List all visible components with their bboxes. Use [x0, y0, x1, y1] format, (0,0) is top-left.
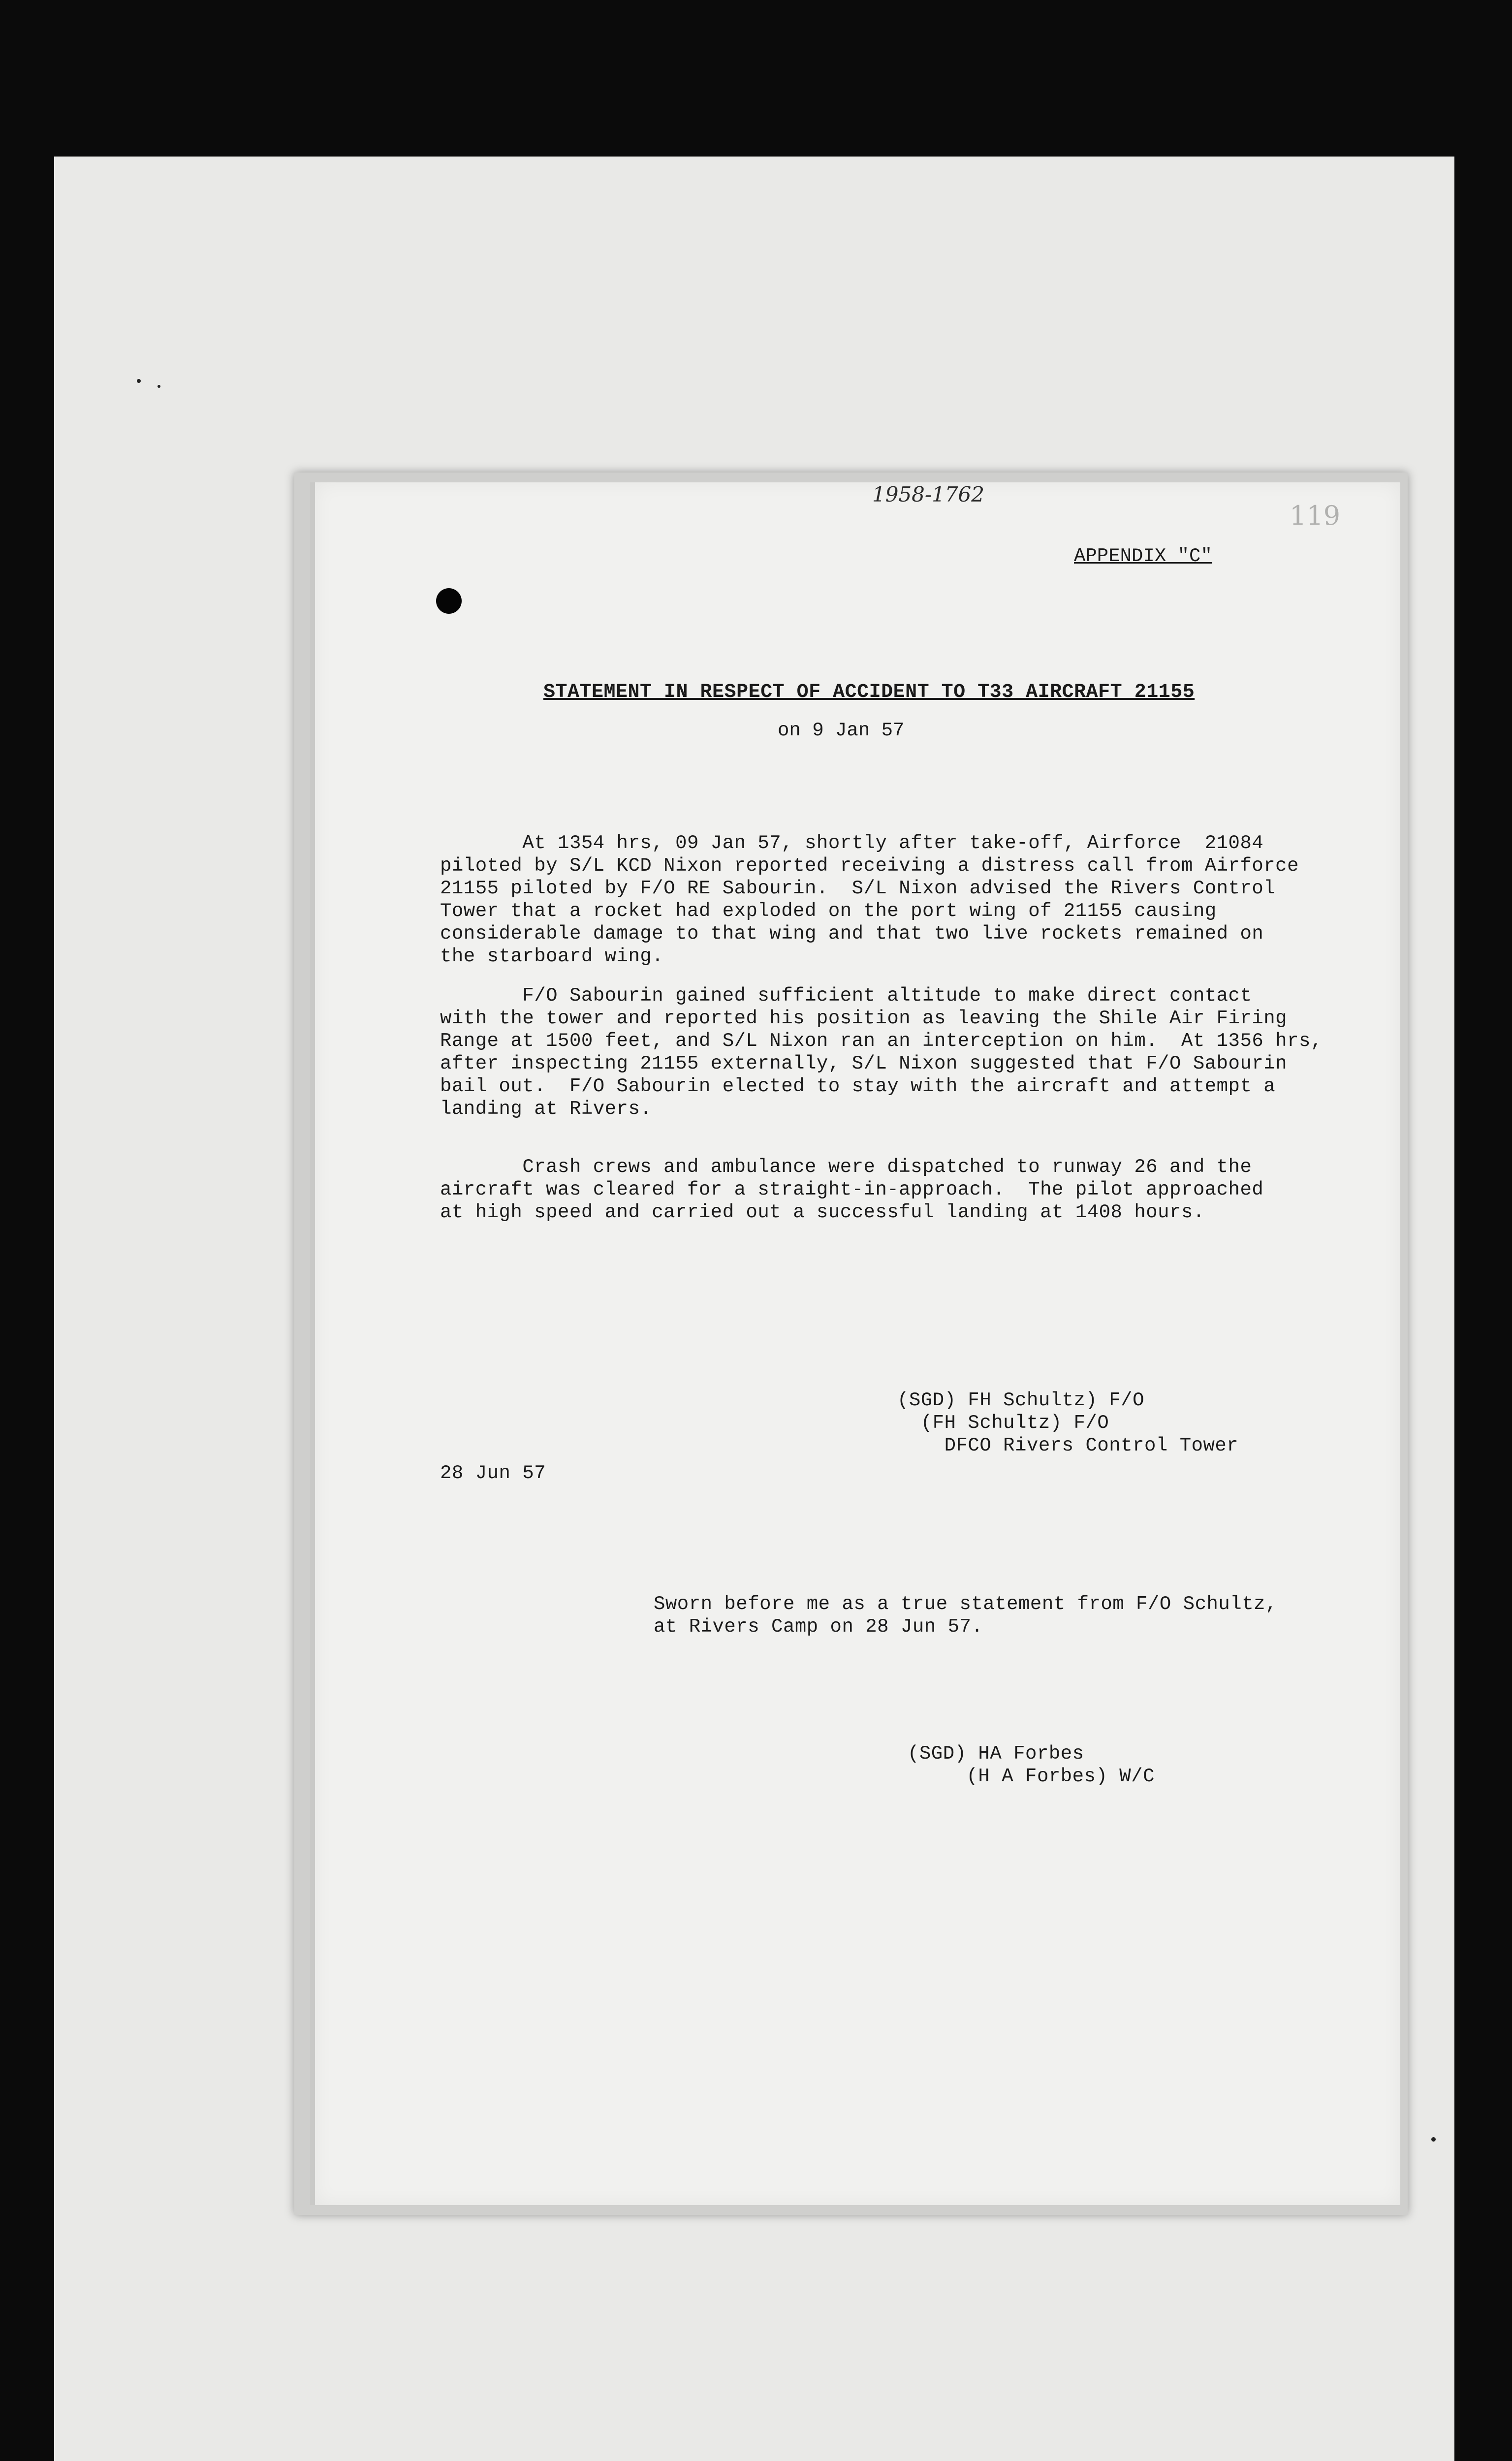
- appendix-label: APPENDIX "C": [1074, 545, 1212, 567]
- document-title: STATEMENT IN RESPECT OF ACCIDENT TO T33 AIRCRAFT 21155: [543, 681, 1195, 703]
- handwritten-reference: 1958-1762: [872, 482, 984, 506]
- punch-hole: [436, 588, 462, 614]
- statement-date: 28 Jun 57: [440, 1462, 546, 1484]
- paragraph-3: Crash crews and ambulance were dispatched to runway 26 and the aircraft was cleared for a straight-in-approach. The pilot approached at high speed and carried out a successful landing at 1408 hours.: [440, 1156, 1264, 1223]
- document-subtitle: on 9 Jan 57: [778, 720, 905, 741]
- folio-number: 119: [1290, 500, 1341, 531]
- document-page: [310, 482, 1400, 2205]
- signature-block-schultz: (SGD) FH Schultz) F/O (FH Schultz) F/O DFCO Rivers Control Tower: [897, 1389, 1239, 1456]
- signature-block-forbes: (SGD) HA Forbes (H A Forbes) W/C: [908, 1743, 1155, 1787]
- sworn-statement: Sworn before me as a true statement from F/O Schultz, at Rivers Camp on 28 Jun 57.: [654, 1593, 1277, 1638]
- film-speck: [158, 385, 160, 388]
- film-speck: [1431, 2137, 1436, 2142]
- paragraph-1: At 1354 hrs, 09 Jan 57, shortly after take-off, Airforce 21084 piloted by S/L KCD Nixon reported receiving a distress call from Airforce 21155 piloted by F/O RE Sabourin. S/L Nixon advised the Rivers Control Tower that a rocket had exploded on the port wing of 21155 causing considerable damage to that wing and that two live rockets remained on the starboard wing.: [440, 832, 1299, 967]
- paragraph-2: F/O Sabourin gained sufficient altitude to make direct contact with the tower and reported his position as leaving the Shile Air Firing Range at 1500 feet, and S/L Nixon ran an interception on him. At 1356 hrs, after inspecting 21155 externally, S/L Nixon suggested that F/O Sabourin bail out. F/O Sabourin elected to stay with the aircraft and attempt a landing at Rivers.: [440, 985, 1323, 1120]
- film-speck: [137, 379, 141, 383]
